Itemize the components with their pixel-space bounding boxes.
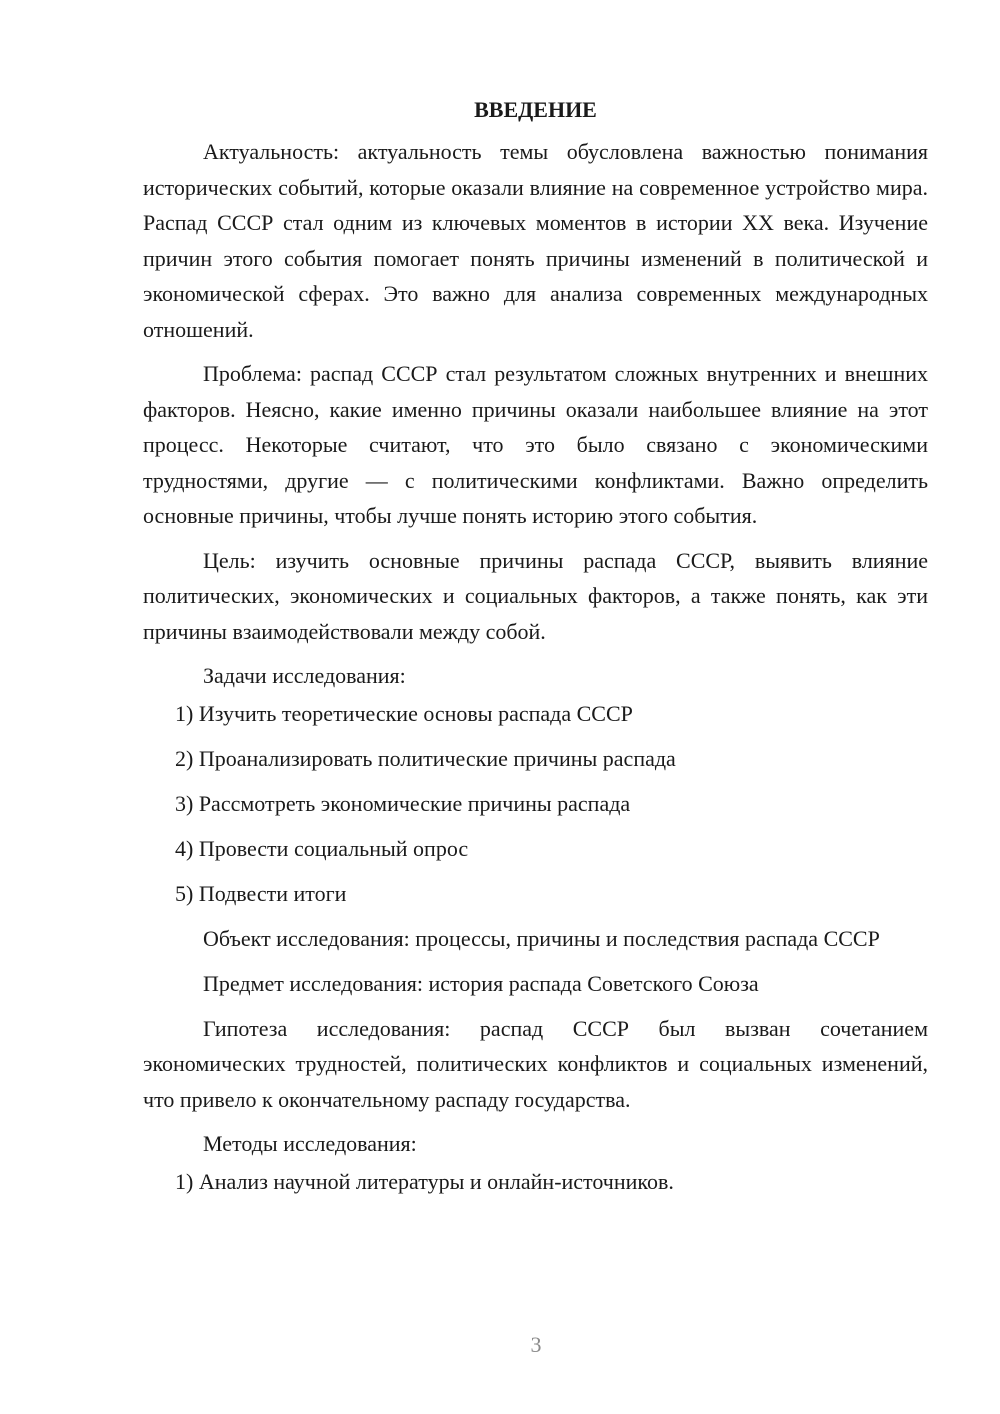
task-item: 5) Подвести итоги <box>175 881 347 906</box>
paragraph-problem: Проблема: распад СССР стал результатом сложных внутренних и внешних факторов. Неясно, какие именно причины оказали наибольшее влияние на этот процесс. Некоторые считают, что это было связано с экономическими трудностями, другие — с политическими конфликтами. Важно определить основные причины, чтобы лучше понять историю этого события. <box>143 361 928 528</box>
paragraph-hypothesis: Гипотеза исследования: распад СССР был вызван сочетанием экономических трудностей, политических конфликтов и социальных изменений, что привело к окончательному распаду государства. <box>143 1015 928 1112</box>
page-title: ВВЕДЕНИЕ <box>474 97 597 122</box>
page-number: 3 <box>530 1332 542 1357</box>
paragraph-subject: Предмет исследования: история распада Советского Союза <box>203 970 759 996</box>
paragraph-object: Объект исследования: процессы, причины и последствия распада СССР <box>203 926 880 951</box>
methods-heading: Методы исследования: <box>203 1131 417 1156</box>
task-item: 4) Провести социальный опрос <box>175 836 469 861</box>
paragraph-goal: Цель: изучить основные причины распада СССР, выявить влияние политических, экономических и социальных факторов, а также понять, как эти причины взаимодействовали между собой. <box>143 547 928 644</box>
page-content <box>143 92 928 1209</box>
task-item: 1) Изучить теоретические основы распада СССР <box>175 701 633 726</box>
task-item: 3) Рассмотреть экономические причины распада <box>175 791 631 816</box>
paragraph-relevance: Актуальность: актуальность темы обусловлена важностью понимания исторических событий, которые оказали влияние на современное устройство мира. Распад СССР стал одним из ключевых моментов в истории XX века. Изучение причин этого события помогает понять причины изменений в политической и экономической сферах. Это важно для анализа современных международных отношений. <box>143 139 928 342</box>
task-item: 2) Проанализировать политические причины распада <box>175 746 676 771</box>
tasks-heading: Задачи исследования: <box>203 663 406 688</box>
method-item: 1) Анализ научной литературы и онлайн-источников. <box>175 1169 674 1194</box>
